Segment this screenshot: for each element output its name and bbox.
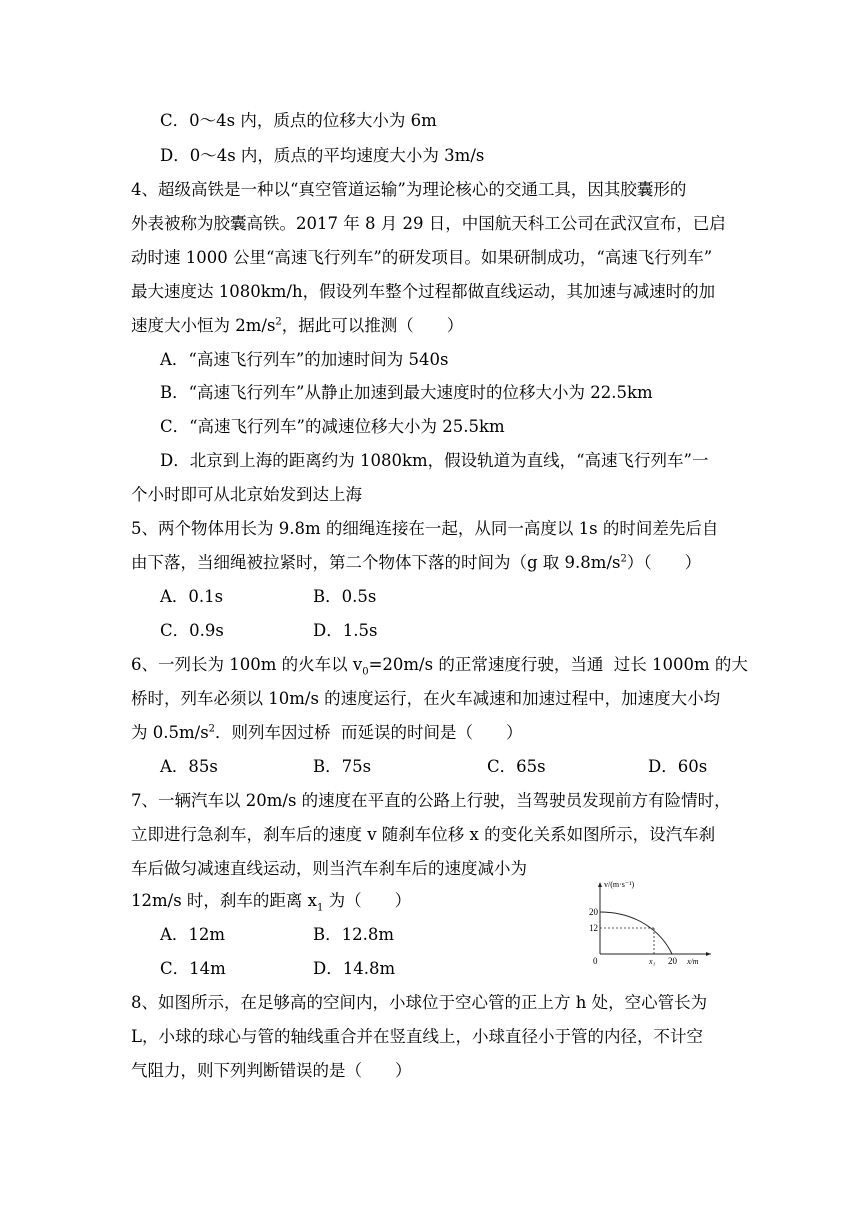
q5-stem-line2: 由下落，当细绳被拉紧时，第二个物体下落的时间为（g 取 $9.8m/s^2$）（ ） xyxy=(131,553,702,572)
q5-option-d: D．1.5s xyxy=(313,621,378,640)
q6-option-c: C．65s xyxy=(487,757,546,776)
y-axis-label: v/(m·s⁻¹) xyxy=(604,880,635,889)
q4-stem-line4: 最大速度达 1080km/h，假设列车整个过程都做直线运动，其加速与减速时的加 xyxy=(131,282,716,301)
q7-stem-line3: 车后做匀减速直线运动，则当汽车刹车后的速度减小为 xyxy=(131,859,527,878)
q6-option-b: B．75s xyxy=(313,757,372,776)
x-axis-label: x/m xyxy=(687,957,699,966)
q4-stem-line5: 速度大小恒为 $2m/s^2$，据此可以推测（ ） xyxy=(131,316,464,335)
x-axis-arrow xyxy=(706,952,711,956)
x1-tick-label: x₁ xyxy=(649,957,656,966)
q6-stem-line2: 桥时，列车必须以 10m/s 的速度运行，在火车减速和加速过程中，加速度大小均 xyxy=(131,689,721,708)
q6-option-d: D．60s xyxy=(648,757,708,776)
q4-stem-line3: 动时速 1000 公里“高速飞行列车”的研发项目。如果研制成功，“高速飞行列车” xyxy=(131,248,713,267)
q7-stem-line1: 7、一辆汽车以 20m/s 的速度在平直的公路上行驶，当驾驶员发现前方有险情时， xyxy=(131,791,731,810)
q7-stem-line4: 12m/s 时，刹车的距离 $x_1$ 为（ ） xyxy=(131,891,412,914)
q4-stem-line1: 4、超级高铁是一种以“真空管道运输”为理论核心的交通工具，因其胶囊形的 xyxy=(131,180,687,199)
q5-option-b: B．0.5s xyxy=(313,587,377,606)
y-tick-20: 20 xyxy=(589,907,598,917)
origin-label: 0 xyxy=(593,956,598,966)
q4-option-c: C．“高速飞行列车”的减速位移大小为 25.5km xyxy=(160,417,505,436)
q4-option-d-line2: 个小时即可从北京始发到达上海 xyxy=(131,485,362,504)
q7-option-a: A．12m xyxy=(160,925,226,944)
q5-option-a: A．0.1s xyxy=(160,587,224,606)
q4-stem-line2: 外表被称为胶囊高铁。2017 年 8 月 29 日，中国航天科工公司在武汉宣布，已启 xyxy=(131,214,726,233)
x-tick-20: 20 xyxy=(668,956,677,966)
q4-option-a: A．“高速飞行列车”的加速时间为 540s xyxy=(160,350,449,369)
q7-option-d: D．14.8m xyxy=(313,959,396,978)
q3-option-d: D．0～4s 内，质点的平均速度大小为 3m/s xyxy=(160,146,485,165)
q6-option-a: A．85s xyxy=(160,757,218,776)
q8-stem-line3: 气阻力，则下列判断错误的是（ ） xyxy=(131,1061,412,1080)
y-tick-12: 12 xyxy=(589,923,598,933)
q3-option-c: C．0～4s 内，质点的位移大小为 6m xyxy=(160,111,437,130)
q4-option-b: B．“高速飞行列车”从静止加速到最大速度时的位移大小为 22.5km xyxy=(160,383,653,402)
y-axis-arrow xyxy=(598,882,602,887)
velocity-curve xyxy=(600,912,672,954)
q8-stem-line1: 8、如图所示，在足够高的空间内，小球位于空心管的正上方 h 处，空心管长为 xyxy=(131,993,708,1012)
q6-stem-line3: 为 $0.5m/s^2$．则列车因过桥 而延误的时间是（ ） xyxy=(131,723,523,742)
q4-option-d-line1: D．北京到上海的距离约为 1080km，假设轨道为直线，“高速飞行列车”一 xyxy=(160,451,709,470)
q6-stem-line1: 6、一列长为 100m 的火车以 $v_0=20m/s$ 的正常速度行驶，当通 过长 1000m 的大 xyxy=(131,655,748,678)
q7-stem-line2: 立即进行急刹车，刹车后的速度 v 随刹车位移 x 的变化关系如图所示，设汽车刹 xyxy=(131,825,716,844)
q7-option-c: C．14m xyxy=(160,959,226,978)
q7-option-b: B．12.8m xyxy=(313,925,395,944)
q8-stem-line2: L，小球的球心与管的轴线重合并在竖直线上，小球直径小于管的内径，不计空 xyxy=(131,1027,703,1046)
q5-option-c: C．0.9s xyxy=(160,621,224,640)
velocity-displacement-graph xyxy=(586,876,718,972)
q5-stem-line1: 5、两个物体用长为 9.8m 的细绳连接在一起，从同一高度以 1s 的时间差先后自 xyxy=(131,519,719,538)
